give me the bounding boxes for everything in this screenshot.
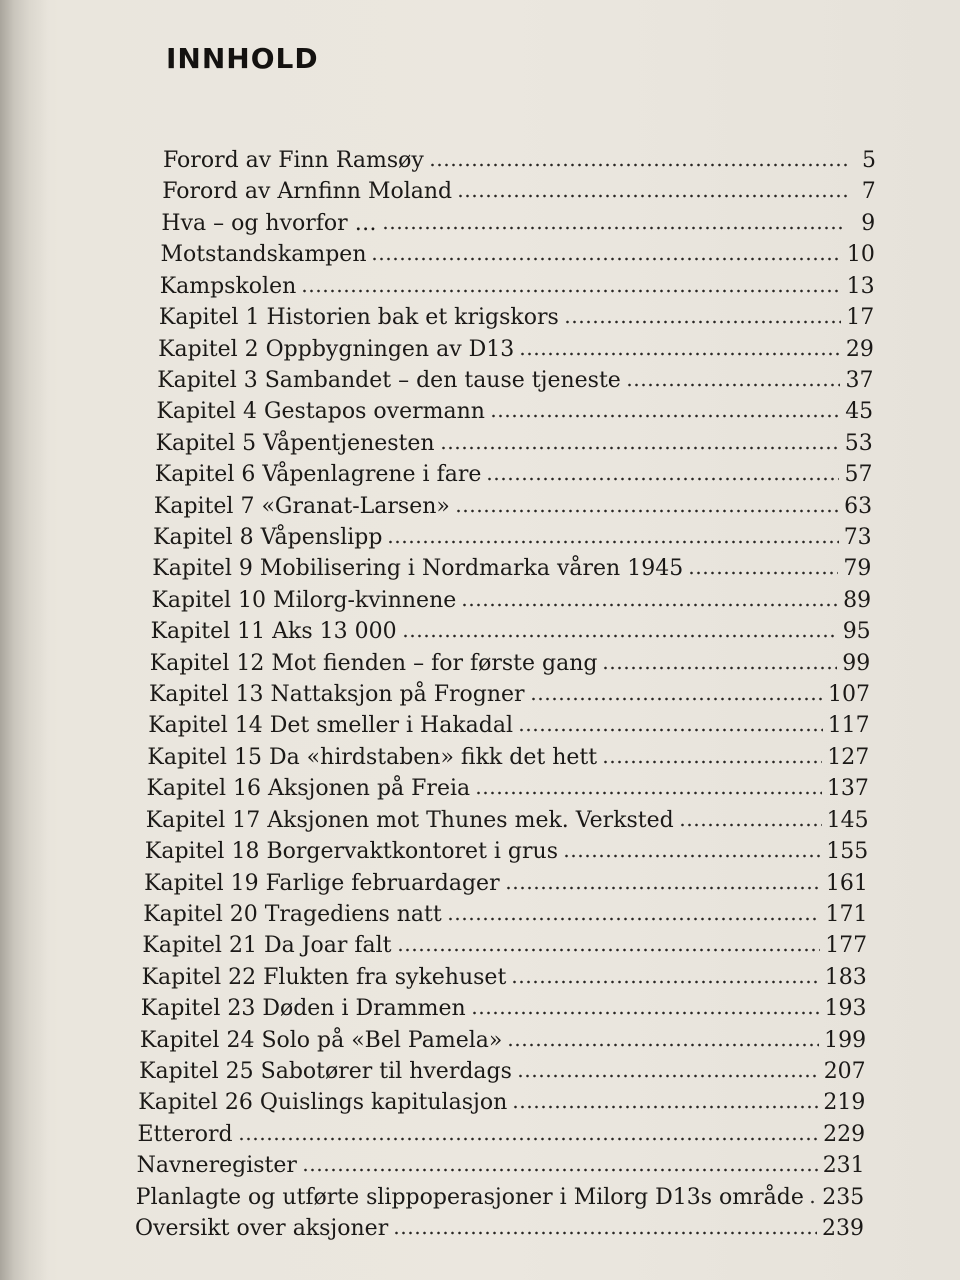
dot-leader [688,570,838,576]
toc-entry-title: Kapitel 21 Da Joar falt [142,933,392,959]
dot-leader [440,445,840,451]
toc-entry-page-number: 13 [846,273,875,299]
toc-entry [143,899,867,931]
toc-entry-page-number: 63 [844,493,873,519]
toc-entry [138,1119,866,1151]
toc-entry-page-number: 99 [842,650,871,676]
toc-entry-title: Etterord [137,1121,233,1147]
toc-entry-title: Kapitel 10 Milorg-kvinnene [151,587,457,613]
toc-entry [163,145,876,177]
toc-entry-title: Kapitel 20 Tragediens natt [143,901,442,927]
toc-entry [138,1087,865,1119]
toc-entry-page-number: 5 [862,148,876,173]
toc-entry-page-number: 231 [822,1153,865,1179]
toc-entry-page-number: 89 [843,587,872,613]
toc-entry-page-number: 10 [846,242,875,268]
dot-leader [457,193,847,199]
toc-entry-page-number: 137 [826,776,869,802]
toc-entry-title: Kapitel 13 Nattaksjon på Frogner [149,682,525,707]
contents-heading: INNHOLD [166,42,319,75]
dot-leader [475,790,822,796]
dot-leader [382,225,847,231]
toc-entry-page-number: 171 [825,901,868,927]
toc-entry-page-number: 239 [822,1216,864,1241]
toc-entry-title: Kapitel 12 Mot fienden – for første gang [149,650,598,676]
toc-entry-title: Navneregister [136,1153,297,1179]
dot-leader [518,727,823,733]
toc-entry-title: Kapitel 2 Oppbygningen av D13 [158,336,515,362]
toc-entry-page-number: 145 [826,807,869,833]
toc-entry [147,773,869,805]
toc-entry [158,334,874,366]
dot-leader [507,1042,819,1048]
toc-entry [159,302,874,334]
toc-entry-page-number: 193 [824,996,867,1022]
toc-entry [139,1056,866,1088]
dot-leader [505,885,821,891]
dot-leader [564,319,841,325]
toc-entry-title: Kapitel 19 Farlige februardager [144,870,500,896]
toc-entry-title: Forord av Arnfinn Moland [162,179,453,205]
toc-entry-title: Kapitel 1 Historien bak et krigskors [158,305,559,331]
toc-entry-page-number: 29 [845,336,874,362]
toc-entry [153,522,872,554]
toc-entry-title: Kampskolen [159,273,297,299]
toc-entry-page-number: 199 [824,1027,867,1053]
toc-entry [160,271,875,303]
toc-entry-page-number: 183 [824,964,867,990]
toc-entry [141,993,867,1025]
dot-leader [461,602,838,608]
dot-leader [512,1104,818,1110]
toc-entry-title: Kapitel 11 Aks 13 000 [150,619,397,645]
toc-entry [162,176,876,208]
toc-entry [154,491,872,523]
toc-entry-page-number: 95 [842,619,871,645]
toc-entry-page-number: 37 [845,367,874,393]
toc-entry-page-number: 117 [827,713,870,739]
toc-entry-title: Kapitel 24 Solo på «Bel Pamela» [139,1027,503,1053]
toc-entry [151,616,871,648]
dot-leader [809,1199,817,1205]
toc-entry [145,836,868,868]
toc-entry [142,962,867,994]
toc-entry-title: Kapitel 23 Døden i Drammen [140,996,466,1022]
toc-entry-title: Kapitel 14 Det smeller i Hakadal [148,713,514,739]
toc-entry-page-number: 161 [825,870,868,896]
toc-entry-title: Kapitel 18 Borgervaktkontoret i grus [144,839,558,865]
toc-entry-title: Kapitel 17 Aksjonen mot Thunes mek. Verksted [145,807,674,833]
dot-leader [387,539,838,545]
dot-leader [397,947,821,953]
toc-entry-page-number: 155 [826,839,869,865]
toc-entry-title: Forord av Finn Ramsøy [163,148,424,173]
toc-entry [148,710,870,742]
toc-entry-page-number: 207 [823,1058,866,1084]
dot-leader [455,508,839,514]
toc-entry-title: Kapitel 3 Sambandet – den tause tjeneste [157,367,621,393]
toc-entry-page-number: 45 [845,399,874,425]
toc-entry [144,868,868,900]
toc-entry-page-number: 127 [827,744,870,770]
toc-entry [135,1213,864,1245]
toc-entry [137,1150,865,1182]
toc-entry [136,1182,865,1214]
toc-entry-page-number: 79 [843,556,872,582]
toc-entry-page-number: 9 [861,210,876,236]
dot-leader [519,351,841,357]
toc-entry [155,459,873,491]
toc-entry-title: Kapitel 5 Våpentjenesten [155,430,435,456]
dot-leader [447,916,821,922]
toc-entry-page-number: 17 [846,305,875,331]
toc-entry-title: Kapitel 22 Flukten fra sykehuset [141,964,507,990]
dot-leader [517,1073,819,1079]
dot-leader [602,665,837,671]
toc-entry-page-number: 73 [843,524,872,550]
toc-entry [147,742,869,774]
dot-leader [429,162,847,168]
toc-entry-title: Kapitel 16 Aksjonen på Freia [146,776,471,802]
dot-leader [393,1230,817,1236]
toc-entry [156,396,873,428]
toc-entry-page-number: 57 [844,462,873,488]
toc-entry-title: Motstandskampen [160,242,367,268]
toc-entry [161,208,875,240]
dot-leader [530,696,823,702]
dot-leader [563,853,821,859]
dot-leader [238,1136,818,1142]
toc-entry-title: Planlagte og utførte slippoperasjoner i Milorg D13s område [135,1184,804,1210]
dot-leader [471,1010,820,1016]
toc-entry-page-number: 177 [825,933,868,959]
toc-entry-page-number: 229 [823,1121,866,1147]
toc-entry-title: Kapitel 4 Gestapos overmann [156,399,485,425]
toc-entry-page-number: 7 [861,179,876,205]
dot-leader [301,288,841,294]
toc-entry-title: Kapitel 7 «Granat-Larsen» [153,493,450,519]
toc-entry-title: Hva – og hvorfor … [161,210,377,236]
toc-entry [156,428,873,460]
toc-entry [140,1025,866,1057]
toc-entry-page-number: 235 [822,1184,865,1210]
dot-leader [490,413,840,419]
toc-entry-title: Kapitel 25 Sabotører til hverdags [139,1058,512,1084]
toc-entry-title: Kapitel 26 Quislings kapitulasjon [138,1090,508,1116]
dot-leader [302,1167,818,1173]
toc-entry [146,805,869,837]
toc-entry [152,585,872,617]
toc-entry-page-number: 219 [823,1090,866,1116]
toc-entry [149,679,870,711]
dot-leader [511,979,819,985]
toc-entry [142,930,867,962]
toc-entry-title: Kapitel 15 Da «hirdstaben» fikk det hett [147,744,598,770]
toc-entry [150,648,871,680]
dot-leader [486,476,839,482]
dot-leader [679,822,822,828]
toc-entry-title: Oversikt over aksjoner [135,1216,389,1241]
toc-entry-title: Kapitel 6 Våpenlagrene i fare [154,462,482,488]
toc-entry-title: Kapitel 9 Mobilisering i Nordmarka våren 1945 [152,556,684,582]
dot-leader [626,382,841,388]
dot-leader [371,256,841,262]
toc-entry [157,365,873,397]
toc-entry-title: Kapitel 8 Våpenslipp [153,524,383,550]
toc-entry [152,553,871,585]
dot-leader [602,759,822,765]
dot-leader [402,633,838,639]
toc-entry-page-number: 107 [828,682,870,707]
toc-entry [161,239,875,271]
toc-entry-page-number: 53 [844,430,873,456]
